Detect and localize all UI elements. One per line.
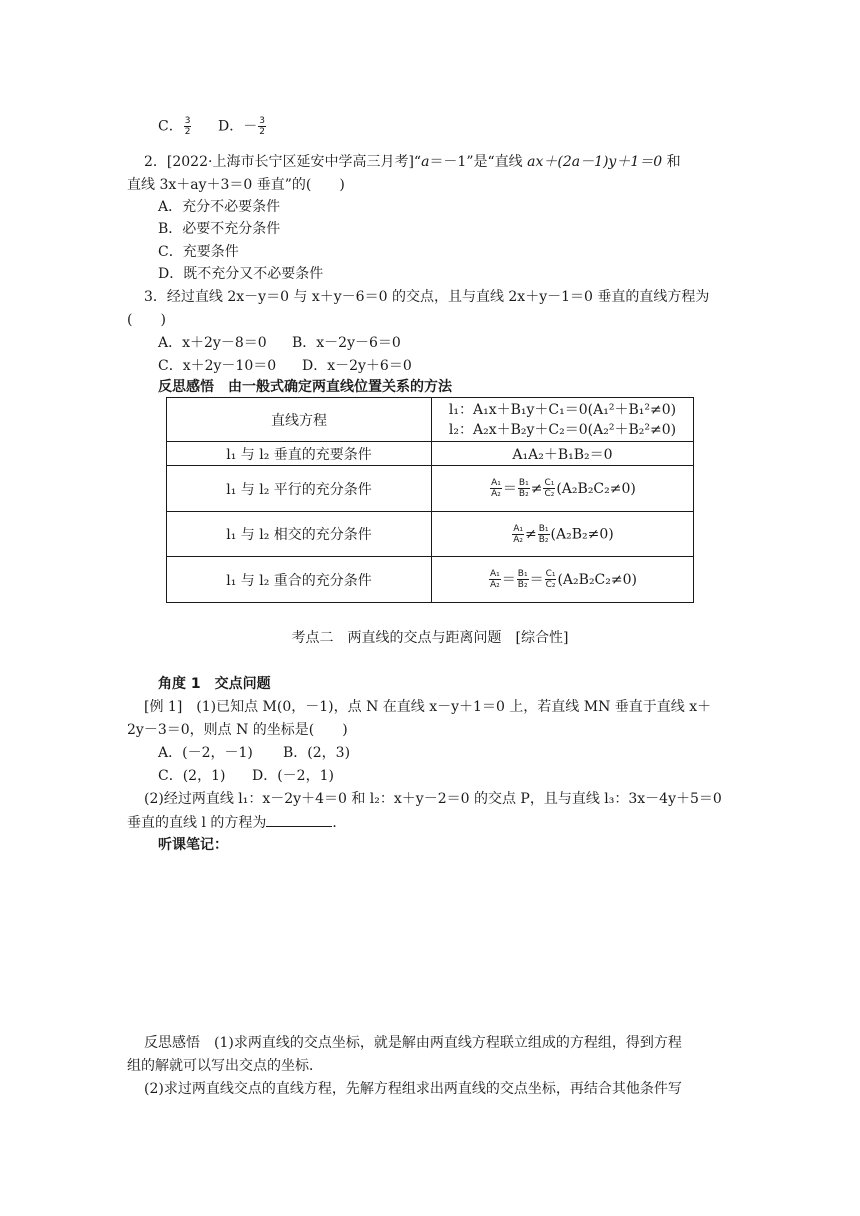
q1-option-c: C． $\frac{3}{2}$ bbox=[158, 116, 191, 137]
table-row-coincide-value: $\frac{\text{A₁}}{\text{A₂}}$ ＝ $\frac{\text{B₁}}{\text{B₂}}$ ＝ $\frac{\text{C₁}}{\text{C₂}}$ (A₂B₂C₂≠0) bbox=[432, 557, 694, 603]
q3-stem-line1: 3．经过直线 2x－y＝0 与 x＋y－6＝0 的交点，且与直线 2x＋y－1＝0 垂直的直线方程为 bbox=[144, 289, 710, 305]
reflection-title: 反思感悟 由一般式确定两直线位置关系的方法 bbox=[158, 379, 452, 395]
table-row-perpendicular-label: l₁ 与 l₂ 垂直的充要条件 bbox=[167, 442, 432, 466]
example1-option-c: C．(2，1) bbox=[158, 768, 226, 784]
table-header-left: 直线方程 bbox=[167, 398, 432, 442]
q3-stem-line2: ( ) bbox=[127, 312, 166, 328]
reflection2-line1: 反思感悟 (1)求两直线的交点坐标，就是解由两直线方程联立组成的方程组，得到方程 bbox=[144, 1035, 682, 1051]
table-row-parallel-label: l₁ 与 l₂ 平行的充分条件 bbox=[167, 466, 432, 512]
q3-option-d: D．x－2y＋6＝0 bbox=[302, 358, 412, 374]
q1-option-c-fraction: $\frac{3}{2}$ bbox=[184, 116, 191, 137]
table-row bbox=[167, 512, 694, 557]
table-row-parallel-value: $\frac{\text{A₁}}{\text{A₂}}$ ＝ $\frac{\text{B₁}}{\text{B₂}}$ ≠ $\frac{\text{C₁}}{\text{C₂}}$ (A₂B₂C₂≠0) bbox=[432, 466, 694, 512]
example1-part2-line2: 垂直的直线 l 的方程为 ． bbox=[127, 812, 346, 833]
table-row bbox=[167, 557, 694, 603]
table-row bbox=[167, 466, 694, 512]
table-row-coincide-label: l₁ 与 l₂ 重合的充分条件 bbox=[167, 557, 432, 603]
q2-option-d: D．既不充分又不必要条件 bbox=[158, 266, 324, 282]
example1-part2-line1: (2)经过两直线 l₁：x－2y＋4＝0 和 l₂：x＋y－2＝0 的交点 P，且与直线 l₃：3x－4y＋5＝0 bbox=[144, 791, 722, 807]
q3-option-c: C．x＋2y－10＝0 bbox=[158, 358, 277, 374]
q3-option-a: A．x＋2y－8＝0 bbox=[158, 335, 267, 351]
section-title: 考点二 两直线的交点与距离问题 [综合性] bbox=[291, 630, 569, 646]
table-header-right bbox=[432, 398, 694, 442]
q2-option-a: A．充分不必要条件 bbox=[158, 199, 281, 215]
line-l2-equation: l₂：A₂x＋B₂y＋C₂＝0(A₂²＋B₂²≠0) bbox=[448, 421, 677, 438]
q3-option-b: B．x－2y－6＝0 bbox=[292, 335, 401, 351]
example1-option-b: B．(2，3) bbox=[283, 745, 351, 761]
line-l1-equation: l₁：A₁x＋B₁y＋C₁＝0(A₁²＋B₁²≠0) bbox=[448, 401, 677, 418]
angle-title: 角度 1 交点问题 bbox=[158, 676, 271, 692]
q2-option-c: C．充要条件 bbox=[158, 244, 239, 260]
q2-option-b: B．必要不充分条件 bbox=[158, 221, 281, 237]
table-row bbox=[167, 442, 694, 466]
example1-option-a: A．(－2，－1) bbox=[158, 745, 253, 761]
notes-label: 听课笔记： bbox=[158, 837, 228, 853]
reflection2-line3: (2)求过两直线交点的直线方程，先解方程组求出两直线的交点坐标，再结合其他条件写 bbox=[144, 1081, 682, 1097]
q1-option-d: D．－ $\frac{3}{2}$ bbox=[218, 116, 265, 137]
q2-stem-line1: 2．[2022·上海市长宁区延安中学高三月考]“a＝－1”是“直线 ax＋(2a－1)y＋1＝0 和 bbox=[144, 154, 681, 170]
q1-option-d-fraction: $\frac{3}{2}$ bbox=[259, 116, 265, 137]
example1-stem-line2: 2y－3＝0，则点 N 的坐标是( ) bbox=[127, 722, 348, 738]
table-row-intersect-label: l₁ 与 l₂ 相交的充分条件 bbox=[167, 512, 432, 557]
line-relation-table bbox=[166, 397, 694, 603]
example1-option-d: D．(－2，1) bbox=[252, 768, 334, 784]
table-row-perpendicular-value: A₁A₂＋B₁B₂＝0 bbox=[432, 442, 694, 466]
reflection2-line2: 组的解就可以写出交点的坐标． bbox=[127, 1058, 323, 1074]
table-row-intersect-value: $\frac{\text{A₁}}{\text{A₂}}$ ≠ $\frac{\text{B₁}}{\text{B₂}}$ (A₂B₂≠0) bbox=[432, 512, 694, 557]
q2-stem-line2: 直线 3x＋ay＋3＝0 垂直”的( ) bbox=[127, 177, 345, 193]
table-header-row bbox=[167, 398, 694, 442]
example1-stem-line1: [例 1] (1)已知点 M(0，－1)，点 N 在直线 x－y＋1＝0 上，若直线 MN 垂直于直线 x＋ bbox=[144, 699, 712, 715]
answer-blank bbox=[266, 812, 332, 827]
